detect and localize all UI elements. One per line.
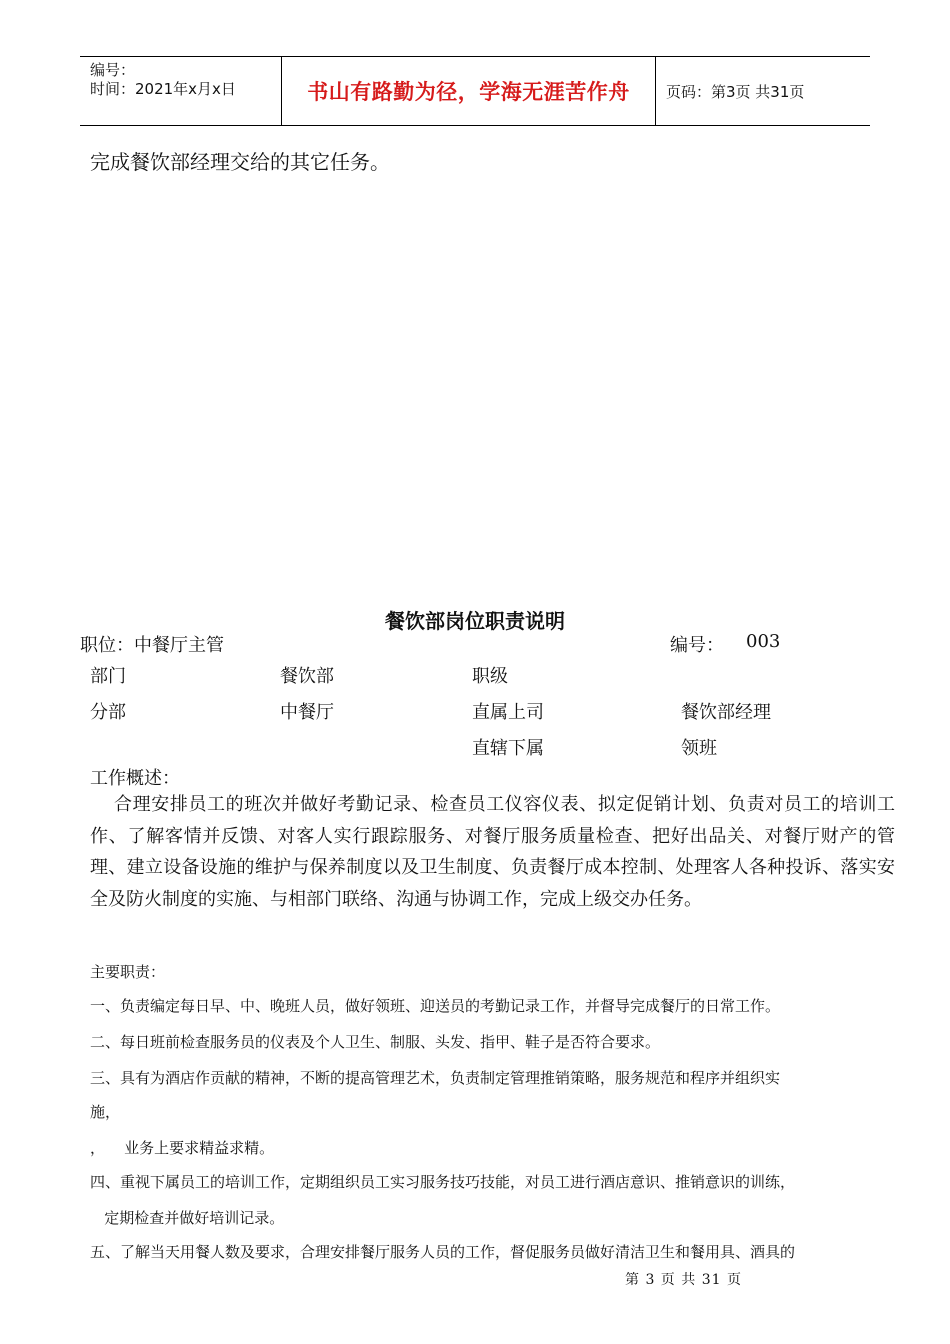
duty-item: 四、重视下属员工的培训工作，定期组织员工实习服务技巧技能，对员工进行酒店意识、推销意识的训练， <box>90 1173 796 1191</box>
header-number-label: 编号： <box>90 61 136 79</box>
info-cell: 中餐厅 <box>280 702 334 723</box>
info-cell: 餐饮部 <box>280 666 334 687</box>
document-title: 餐饮部岗位职责说明 <box>385 609 565 633</box>
intro-text: 完成餐饮部经理交给的其它任务。 <box>90 150 390 174</box>
duty-item: 定期检查并做好培训记录。 <box>90 1209 285 1227</box>
overview-label: 工作概述： <box>90 768 180 789</box>
duty-item: 五、了解当天用餐人数及要求，合理安排餐厅服务人员的工作，督促服务员做好清洁卫生和餐用具、酒具的 <box>90 1243 796 1261</box>
info-cell: 直辖下属 <box>472 738 544 759</box>
duties-label: 主要职责： <box>90 963 166 981</box>
duty-item: 二、每日班前检查服务员的仪表及个人卫生、制服、头发、指甲、鞋子是否符合要求。 <box>90 1033 661 1051</box>
code-value: 003 <box>746 631 781 652</box>
duty-item: 施， <box>90 1103 121 1121</box>
info-cell: 职级 <box>472 666 508 687</box>
position-label: 职位：中餐厅主管 <box>80 635 224 656</box>
info-cell: 领班 <box>681 738 717 759</box>
info-cell: 分部 <box>90 702 126 723</box>
page-footer: 第 3 页 共 31 页 <box>625 1272 742 1288</box>
info-cell: 餐饮部经理 <box>681 702 771 723</box>
header-motto: 书山有路勤为径，学海无涯苦作舟 <box>307 80 630 104</box>
info-cell: 直属上司 <box>472 702 544 723</box>
duty-item: 一、负责编定每日早、中、晚班人员，做好领班、迎送员的考勤记录工作，并督导完成餐厅的日常工作。 <box>90 997 781 1015</box>
header-divider <box>655 57 656 125</box>
header-time-label: 时间：2021年x月x日 <box>90 80 236 98</box>
page-header <box>80 56 870 126</box>
duty-item: ， 业务上要求精益求精。 <box>90 1139 275 1157</box>
header-meta <box>90 61 236 99</box>
overview-text: 合理安排员工的班次并做好考勤记录、检查员工仪容仪表、拟定促销计划、负责对员工的培训工作、了解客情并反馈、对客人实行跟踪服务、对餐厅服务质量检查、把好出品关、对餐厅财产的管理、建立设备设施的维护与保养制度以及卫生制度、负责餐厅成本控制、处理客人各种投诉、落实安全及防火制度的实施、与相部门联络、沟通与协调工作，完成上级交办任务。 <box>90 794 895 910</box>
info-cell: 部门 <box>90 666 126 687</box>
code-label: 编号： <box>670 635 724 656</box>
duty-item: 三、具有为酒店作贡献的精神，不断的提高管理艺术，负责制定管理推销策略，服务规范和程序并组织实 <box>90 1069 781 1087</box>
header-page-label: 页码：第3页 共31页 <box>666 82 805 101</box>
